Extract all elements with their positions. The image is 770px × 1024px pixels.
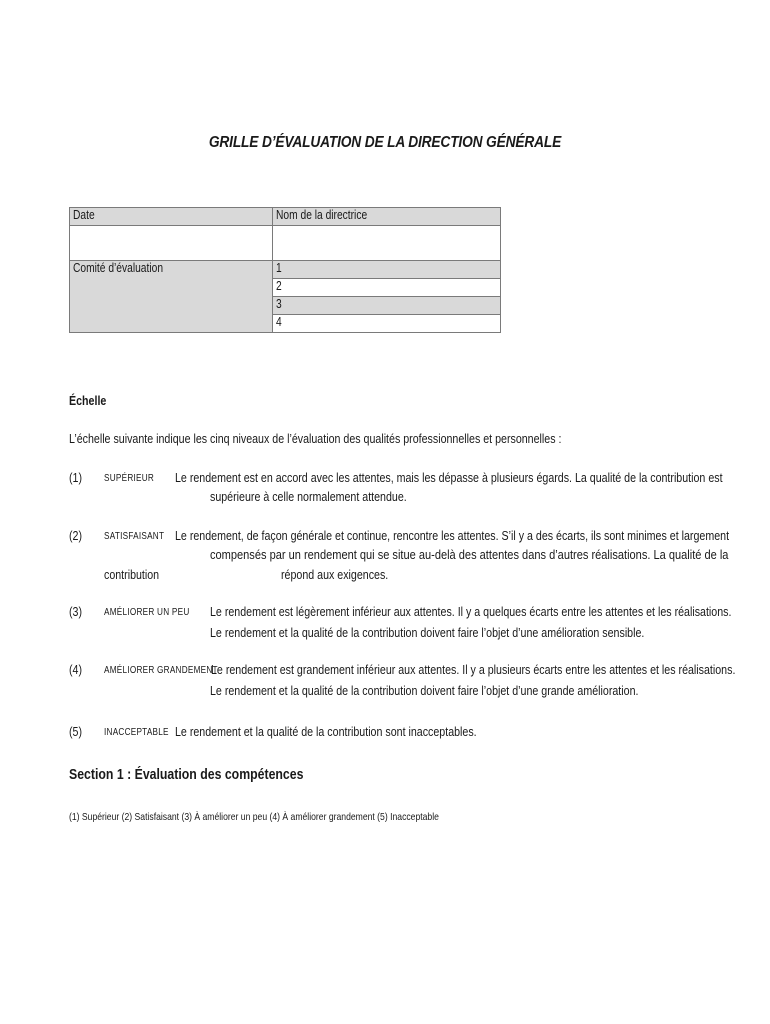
level-4-desc-line2: Le rendement et la qualité de la contribution doivent faire l’objet d’une grande amélioration. — [210, 683, 639, 698]
level-2-name: SATISFAISANT — [104, 531, 165, 542]
section-1-legend: (1) Supérieur (2) Satisfaisant (3) À améliorer un peu (4) À améliorer grandement (5) Inacceptable — [69, 811, 439, 823]
level-2-desc-line3b: répond aux exigences. — [281, 567, 389, 582]
director-value-cell[interactable] — [273, 226, 501, 261]
level-2-number: (2) — [69, 528, 83, 543]
level-1-desc-line1: Le rendement est en accord avec les attentes, mais les dépasse à plusieurs égards. La qualité de la contribution est — [175, 470, 723, 485]
date-label: Date — [73, 208, 95, 222]
level-5-desc-line1: Le rendement et la qualité de la contribution sont inacceptables. — [175, 724, 477, 739]
info-table — [69, 207, 501, 333]
level-4-number: (4) — [69, 662, 83, 677]
level-4-desc-line1: Le rendement est grandement inférieur aux attentes. Il y a plusieurs écarts entre les attentes et les réalisations. — [211, 662, 736, 677]
member-row[interactable]: 4 — [273, 315, 501, 333]
director-label-cell — [273, 208, 501, 226]
date-value-cell[interactable] — [70, 226, 273, 261]
level-3-desc-line1: Le rendement est légèrement inférieur aux attentes. Il y a quelques écarts entre les attentes et les réalisations. — [210, 604, 732, 619]
committee-label: Comité d’évaluation — [73, 261, 164, 275]
director-label: Nom de la directrice — [276, 208, 368, 222]
level-1-number: (1) — [69, 470, 83, 485]
level-5-number: (5) — [69, 724, 83, 739]
level-2-desc-line3a: contribution — [104, 567, 160, 582]
member-row[interactable]: 2 — [273, 279, 501, 297]
level-1-desc-line2: supérieure à celle normalement attendue. — [210, 489, 407, 504]
page-title: GRILLE D’ÉVALUATION DE LA DIRECTION GÉNÉRALE — [208, 134, 562, 151]
level-3-desc-line2: Le rendement et la qualité de la contribution doivent faire l’objet d’une amélioration sensible. — [210, 625, 645, 640]
scale-heading: Échelle — [69, 393, 107, 408]
member-row[interactable]: 1 — [273, 261, 501, 279]
level-2-desc-line1: Le rendement, de façon générale et continue, rencontre les attentes. S’il y a des écarts, ils sont minimes et largement — [175, 528, 730, 543]
level-1-name: SUPÉRIEUR — [104, 473, 155, 484]
member-row[interactable]: 3 — [273, 297, 501, 315]
date-label-cell — [70, 208, 273, 226]
level-2-desc-line2: compensés par un rendement qui se situe au-delà des attentes dans d’autres réalisations. La qualité de la — [210, 547, 729, 562]
level-4-name: AMÉLIORER GRANDEMENT — [104, 665, 218, 676]
committee-label-cell — [70, 261, 273, 333]
level-3-name: AMÉLIORER UN PEU — [104, 607, 190, 618]
section-1-title: Section 1 : Évaluation des compétences — [69, 766, 304, 783]
level-3-number: (3) — [69, 604, 83, 619]
level-5-name: INACCEPTABLE — [104, 727, 169, 738]
scale-intro: L’échelle suivante indique les cinq niveaux de l’évaluation des qualités professionnelles et personnelles : — [69, 431, 562, 446]
